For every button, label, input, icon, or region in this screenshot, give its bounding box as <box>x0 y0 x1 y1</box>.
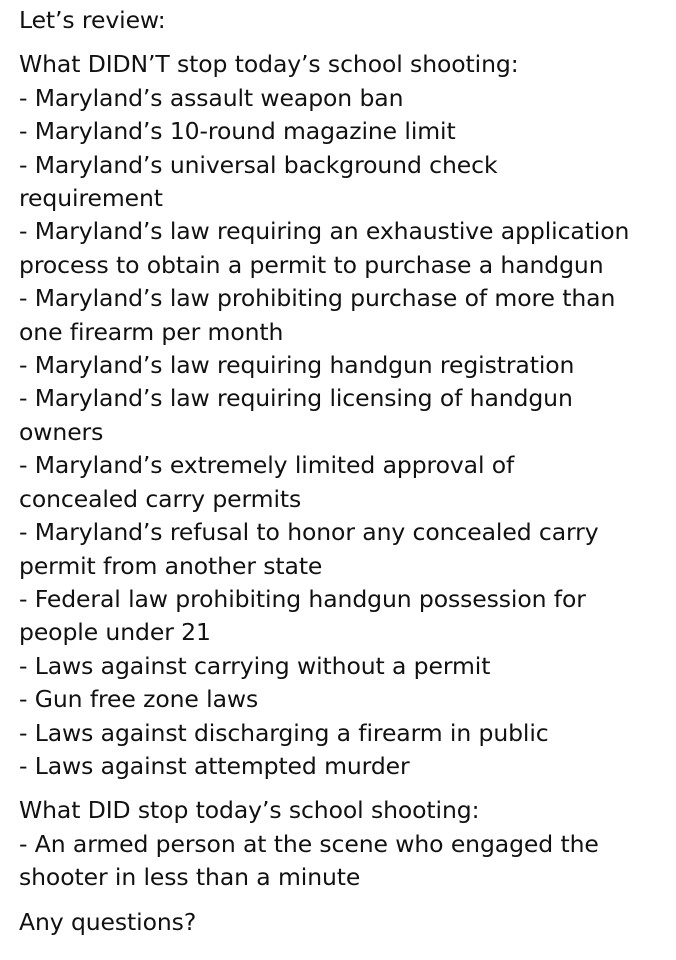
didnt-line: people under 21 <box>19 618 211 647</box>
did-line: - An armed person at the scene who engaged the <box>19 829 599 858</box>
didnt-line: concealed carry permits <box>19 484 302 513</box>
didnt-line: - Maryland’s universal background check <box>19 150 498 179</box>
didnt-line: owners <box>19 417 104 446</box>
didnt-line: - Laws against carrying without a permit <box>19 651 491 680</box>
didnt-line: one firearm per month <box>19 317 284 346</box>
didnt-line: - Maryland’s assault weapon ban <box>19 83 404 112</box>
didnt-line: - Maryland’s law requiring an exhaustive application <box>19 217 630 246</box>
didnt-line: process to obtain a permit to purchase a handgun <box>19 250 604 279</box>
closing-line: Any questions? <box>19 907 197 936</box>
didnt-line: - Laws against discharging a firearm in public <box>19 718 549 747</box>
didnt-line: - Gun free zone laws <box>19 685 259 714</box>
didnt-line: - Maryland’s law prohibiting purchase of more than <box>19 284 616 313</box>
post-text <box>19 4 671 939</box>
didnt-line: - Maryland’s 10-round magazine limit <box>19 117 456 146</box>
intro-line: Let’s review: <box>19 6 166 34</box>
didnt-line: - Maryland’s law requiring licensing of handgun <box>19 384 573 413</box>
didnt-line: permit from another state <box>19 551 323 580</box>
didnt-line: - Maryland’s extremely limited approval of <box>19 451 515 480</box>
didnt-line: - Federal law prohibiting handgun possession for <box>19 584 586 613</box>
did-line: shooter in less than a minute <box>19 863 361 892</box>
didnt-line: - Maryland’s law requiring handgun registration <box>19 351 575 380</box>
didnt-line: requirement <box>19 184 163 213</box>
didnt-line: - Laws against attempted murder <box>19 751 410 780</box>
did-heading: What DID stop today’s school shooting: <box>19 796 480 825</box>
didnt-line: - Maryland’s refusal to honor any concealed carry <box>19 518 599 547</box>
didnt-heading: What DIDN’T stop today’s school shooting: <box>19 50 519 79</box>
